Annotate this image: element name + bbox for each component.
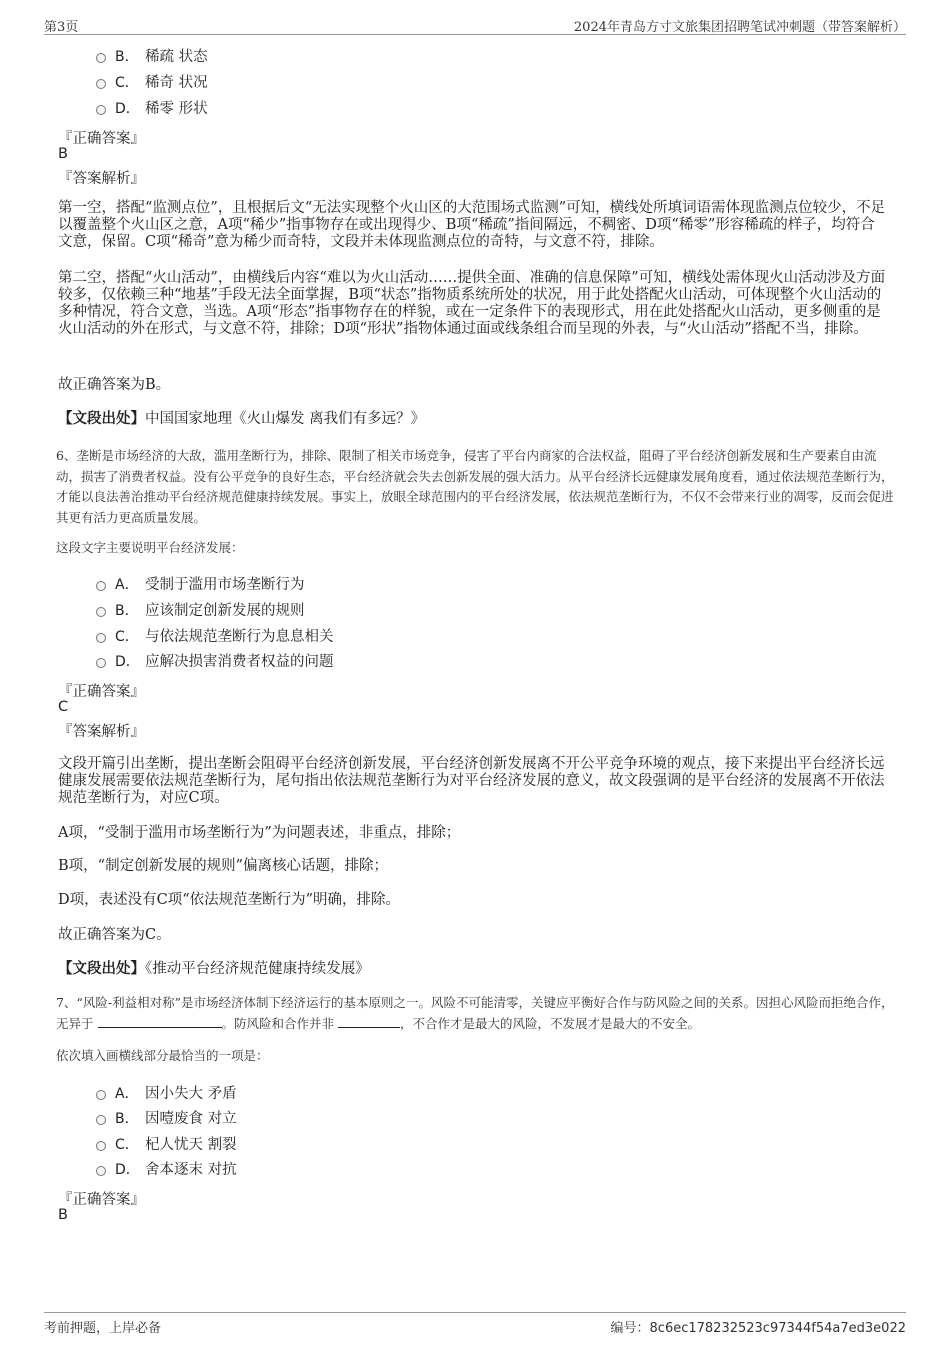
- radio-icon[interactable]: [96, 607, 106, 617]
- analysis-paragraph: A项，“受制于滥用市场垄断行为”为问题表述，非重点，排除；: [58, 825, 461, 841]
- radio-icon[interactable]: [96, 581, 106, 591]
- radio-icon[interactable]: [96, 1166, 106, 1176]
- radio-icon[interactable]: [96, 79, 106, 89]
- analysis-conclusion: 故正确答案为B。: [58, 377, 171, 393]
- radio-icon[interactable]: [96, 1090, 106, 1100]
- answer-value: C: [58, 699, 69, 715]
- analysis-paragraph: D项，表述没有C项“依法规范垄断行为”明确，排除。: [58, 892, 401, 908]
- option-d[interactable]: D． 应解决损害消费者权益的问题: [96, 651, 334, 673]
- source-label: 【文段出处】: [58, 960, 145, 977]
- answer-value: B: [58, 1207, 68, 1223]
- option-d[interactable]: D． 稀零 形状: [96, 98, 208, 120]
- answer-label: 『正确答案』: [58, 684, 145, 700]
- question-prompt: 依次填入画横线部分最恰当的一项是：: [56, 1048, 269, 1063]
- radio-icon[interactable]: [96, 633, 106, 643]
- option-c[interactable]: C． 与依法规范垄断行为息息相关: [96, 626, 334, 648]
- option-a[interactable]: A． 因小失大 矛盾: [96, 1083, 237, 1105]
- radio-icon[interactable]: [96, 1115, 106, 1125]
- question-stem: 7、“风险-利益相对称”是市场经济体制下经济运行的基本原则之一。风险不可能清零，关键应平衡好合作与防风险之间的关系。因担心风险而拒绝合作，无异于 。防风险和合作并非 ，不合作才是最大的风险，不发展才是最大的不安全。: [56, 995, 894, 1031]
- fill-blank: [338, 1015, 400, 1028]
- page-footer: [44, 1312, 906, 1337]
- source-title: 中国国家地理《火山爆发 离我们有多远？》: [145, 411, 426, 427]
- option-b[interactable]: B． 因噎废食 对立: [96, 1108, 237, 1130]
- source-label: 【文段出处】: [58, 410, 145, 427]
- analysis-paragraph: B项，“制定创新发展的规则”偏离核心话题，排除；: [58, 858, 388, 874]
- answer-label: 『正确答案』: [58, 131, 145, 147]
- option-c[interactable]: C． 稀奇 状况: [96, 72, 208, 94]
- source-line: [58, 410, 888, 428]
- analysis-paragraph: 第一空，搭配“监测点位”，且根据后文“无法实现整个火山区的大范围场式监测”可知，横线处所填词语需体现监测点位较少，不足以覆盖整个火山区之意，A项“稀少”指事物存在或出现得少、B项“稀疏”指间隔远，不稠密、D项“稀零”形容稀疏的样子，均符合文意，保留。C项“稀奇”意为稀少而奇特，文段并未体现监测点位的奇特，与文意不符，排除。: [58, 200, 886, 250]
- analysis-label: 『答案解析』: [58, 724, 145, 740]
- source-line: [58, 960, 888, 978]
- page-number: 第3页: [44, 20, 79, 35]
- answer-label: 『正确答案』: [58, 1192, 145, 1208]
- option-b[interactable]: B． 稀疏 状态: [96, 46, 208, 68]
- page-header: [44, 12, 906, 35]
- option-b[interactable]: B． 应该制定创新发展的规则: [96, 600, 305, 622]
- option-d[interactable]: D． 舍本逐末 对抗: [96, 1159, 237, 1181]
- radio-icon[interactable]: [96, 1141, 106, 1151]
- analysis-label: 『答案解析』: [58, 171, 145, 187]
- radio-icon[interactable]: [96, 53, 106, 63]
- answer-value: B: [58, 146, 68, 162]
- document-code: 编号：8c6ec178232523c97344f54a7ed3e022: [610, 1321, 906, 1336]
- option-a[interactable]: A． 受制于滥用市场垄断行为: [96, 574, 305, 596]
- question-stem: 6、垄断是市场经济的大敌，滥用垄断行为，排除、限制了相关市场竞争，侵害了平台内商家的合法权益，阻碍了平台经济创新发展和生产要素自由流动，损害了消费者权益。没有公平竞争的良好生态，平台经济就会失去创新发展的强大活力。从平台经济长远健康发展角度看，通过依法规范垄断行为，才能以良法善治推动平台经济规范健康持续发展。事实上，放眼全球范围内的平台经济发展，依法规范垄断行为，不仅不会带来行业的凋零，反而会促进其更有活力更高质量发展。: [56, 448, 894, 525]
- analysis-paragraph: 文段开篇引出垄断，提出垄断会阻碍平台经济创新发展，平台经济创新发展离不开公平竞争环境的观点，接下来提出平台经济长远健康发展需要依法规范垄断行为，尾句指出依法规范垄断行为对平台经济发展的意义，故文段强调的是平台经济的发展离不开依法规范垄断行为，对应C项。: [58, 756, 885, 806]
- option-c[interactable]: C． 杞人忧天 割裂: [96, 1134, 237, 1156]
- radio-icon[interactable]: [96, 105, 106, 115]
- question-prompt: 这段文字主要说明平台经济发展：: [56, 540, 244, 555]
- analysis-conclusion: 故正确答案为C。: [58, 927, 171, 943]
- radio-icon[interactable]: [96, 658, 106, 668]
- fill-blank: [98, 1015, 222, 1028]
- analysis-paragraph: 第二空，搭配“火山活动”，由横线后内容“难以为火山活动……提供全面、准确的信息保障”可知，横线处需体现火山活动涉及方面较多，仅依赖三种“地基”手段无法全面掌握，B项“状态”指物质系统所处的状况，用于此处搭配火山活动，可体现整个火山活动的多种情况，符合文意，当选。A项“形态”指事物存在的样貌，或在一定条件下的表现形式，用在此处搭配火山活动，更多侧重的是火山活动的外在形式，与文意不符，排除；D项“形状”指物体通过面或线条组合而呈现的外表，与“火山活动”搭配不当，排除。: [58, 270, 886, 337]
- footer-slogan: 考前押题，上岸必备: [44, 1321, 162, 1336]
- document-title: 2024年青岛方寸文旅集团招聘笔试冲刺题（带答案解析）: [573, 20, 906, 35]
- source-title: 《推动平台经济规范健康持续发展》: [145, 961, 370, 977]
